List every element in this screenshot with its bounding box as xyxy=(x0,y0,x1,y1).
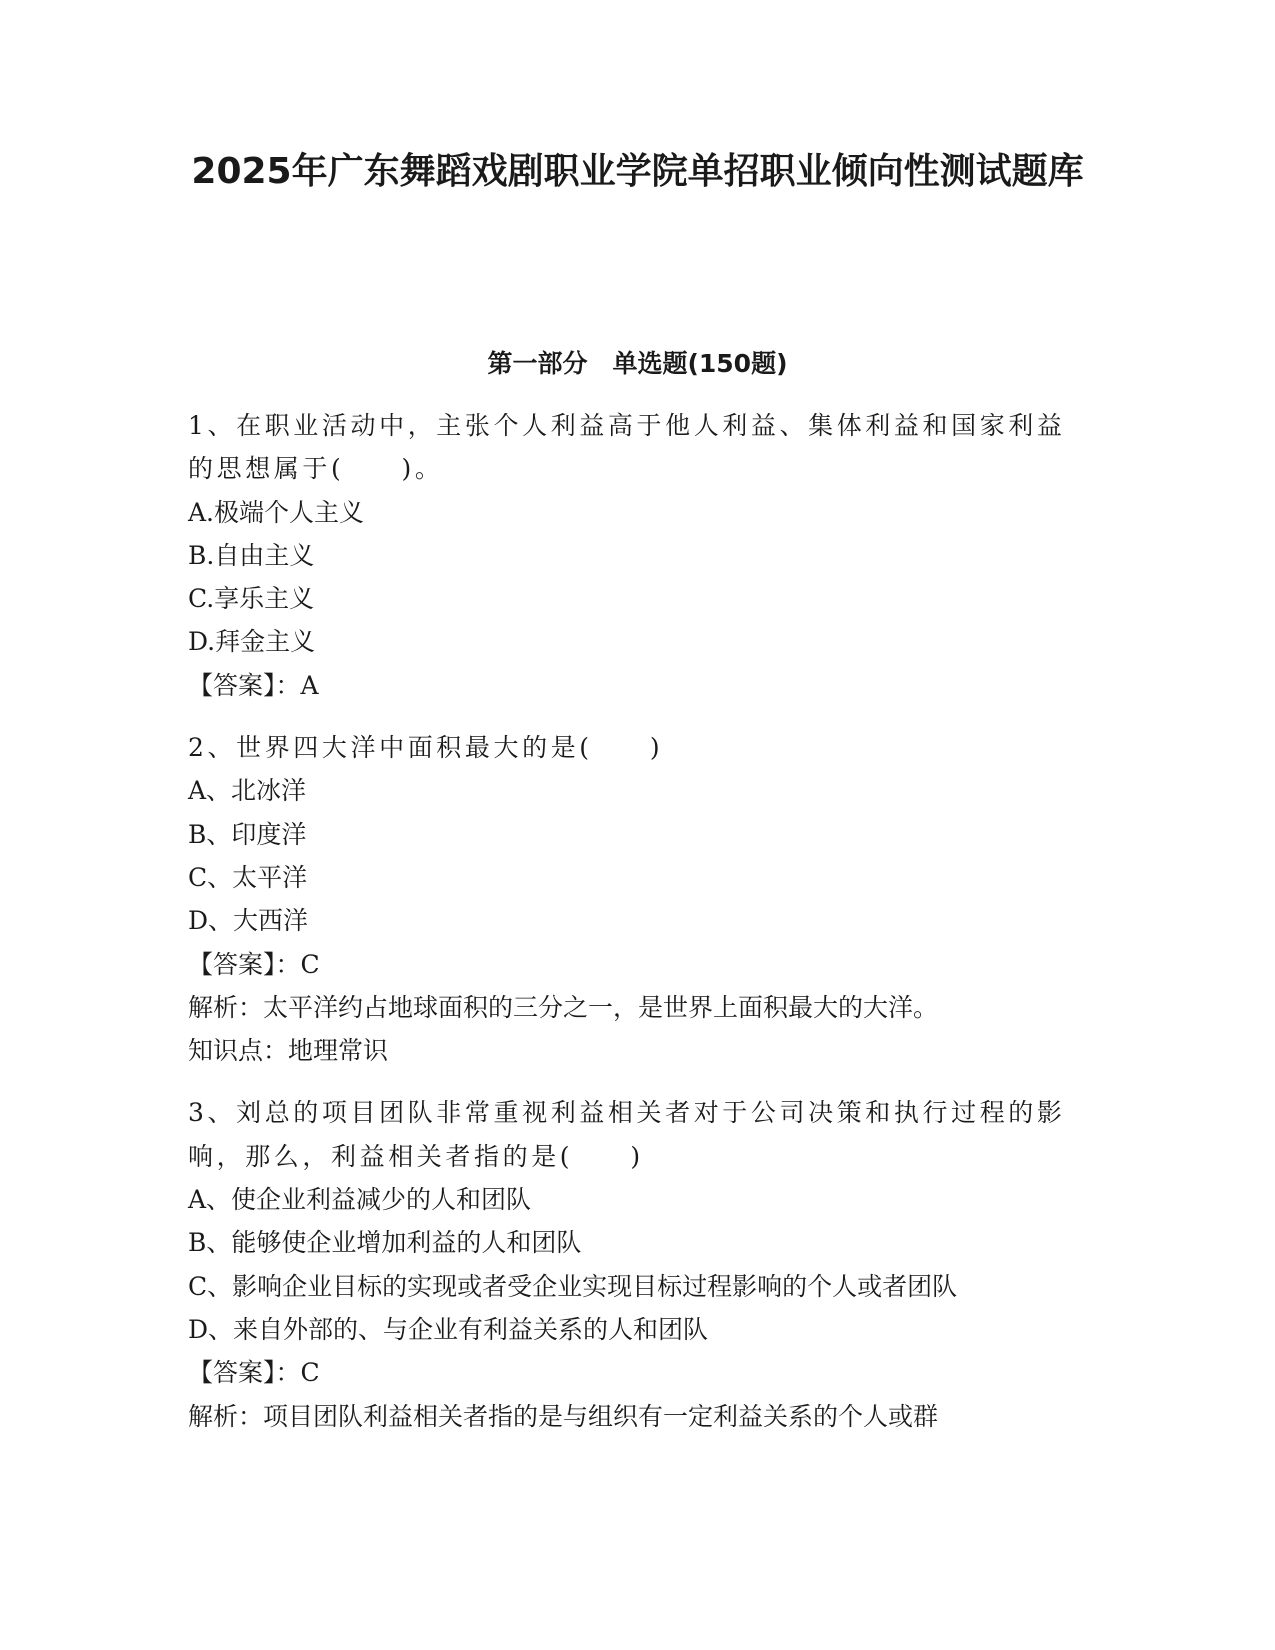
option-a: A、北冰洋 xyxy=(188,776,307,806)
option-b: B、能够使企业增加利益的人和团队 xyxy=(188,1228,582,1258)
answer-label: 【答案】 xyxy=(188,670,276,700)
question-list xyxy=(188,404,1088,1457)
analysis-text: 解析：太平洋约占地球面积的三分之一，是世界上面积最大的大洋。 xyxy=(188,992,939,1022)
document-title: 2025年广东舞蹈戏剧职业学院单招职业倾向性测试题库 xyxy=(191,151,1084,192)
analysis-text: 解析：项目团队利益相关者指的是与组织有一定利益关系的个人或群 xyxy=(188,1401,939,1431)
answer-line xyxy=(188,664,1088,707)
option-d: D、大西洋 xyxy=(188,906,309,936)
option-a: A.极端个人主义 xyxy=(188,497,365,527)
option-c: C、影响企业目标的实现或者受企业实现目标过程影响的个人或者团队 xyxy=(188,1271,958,1301)
answer-value: ：A xyxy=(275,670,319,700)
option-d: D.拜金主义 xyxy=(188,627,316,657)
answer-line xyxy=(188,943,1088,986)
question-stem: 3、刘总的项目团队非常重视利益相关者对于公司决策和执行过程的影响，那么，利益相关者指的是( ) xyxy=(188,1098,1066,1171)
option-b: B.自由主义 xyxy=(188,540,315,570)
answer-value: ：C xyxy=(275,1358,320,1388)
answer-label: 【答案】 xyxy=(188,949,276,979)
option-b: B、印度洋 xyxy=(188,819,307,849)
question-1 xyxy=(188,404,1088,707)
answer-label: 【答案】 xyxy=(188,1358,276,1388)
option-a: A、使企业利益减少的人和团队 xyxy=(188,1185,532,1215)
option-c: C.享乐主义 xyxy=(188,584,315,614)
question-3 xyxy=(188,1091,1088,1437)
question-stem: 2、世界四大洋中面积最大的是( ) xyxy=(188,733,664,763)
section-heading: 第一部分 单选题(150题) xyxy=(487,349,788,378)
question-2 xyxy=(188,726,1088,1072)
knowledge-point: 知识点：地理常识 xyxy=(188,1036,389,1066)
answer-line xyxy=(188,1351,1088,1394)
answer-value: ：C xyxy=(275,949,320,979)
option-c: C、太平洋 xyxy=(188,862,308,892)
question-stem: 1、在职业活动中，主张个人利益高于他人利益、集体利益和国家利益的思想属于( )。 xyxy=(188,411,1066,484)
option-d: D、来自外部的、与企业有利益关系的人和团队 xyxy=(188,1314,709,1344)
